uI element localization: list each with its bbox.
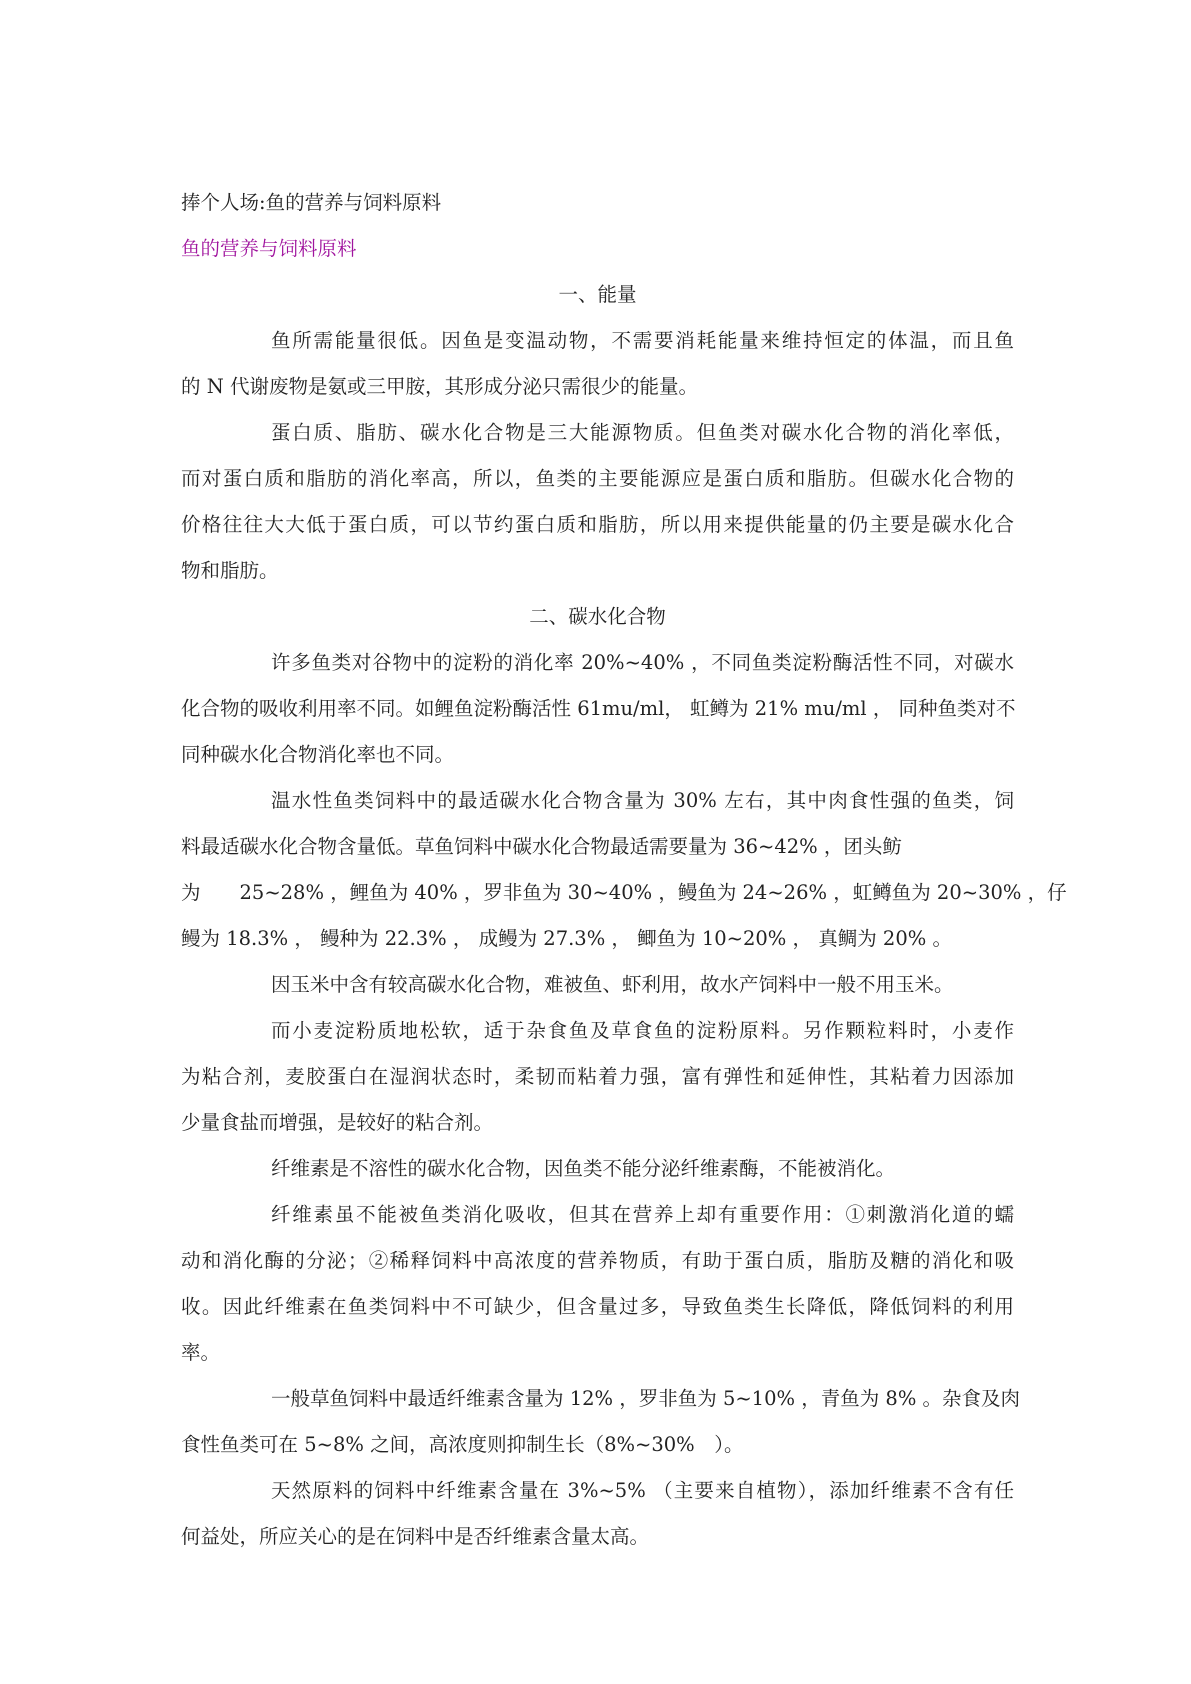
document-page <box>181 180 1067 1560</box>
paragraph-line: 为粘合剂，麦胶蛋白在湿润状态时，柔韧而粘着力强，富有弹性和延伸性，其粘着力因添加 <box>181 1065 1014 1088</box>
paragraph <box>181 1146 1014 1192</box>
section-heading: 二、碳水化合物 <box>529 605 666 628</box>
paragraph-line: 料最适碳水化合物含量低。草鱼饲料中碳水化合物最适需要量为 36~42% ，团头鲂 <box>181 835 902 858</box>
document-subtitle: 鱼的营养与饲料原料 <box>181 237 357 260</box>
paragraph <box>181 1192 1014 1376</box>
paragraph-line: 纤维素是不溶性的碳水化合物，因鱼类不能分泌纤维素酶，不能被消化。 <box>271 1157 896 1180</box>
paragraph-line: 同种碳水化合物消化率也不同。 <box>181 743 455 766</box>
paragraph <box>181 640 1014 778</box>
section-heading: 一、能量 <box>558 283 637 306</box>
paragraph <box>181 962 1014 1008</box>
paragraph-line: 动和消化酶的分泌；②稀释饲料中高浓度的营养物质，有助于蛋白质，脂肪及糖的消化和吸 <box>181 1249 1014 1272</box>
document-title: 捧个人场:鱼的营养与饲料原料 <box>181 191 442 214</box>
paragraph <box>181 1376 1021 1468</box>
paragraph-line: 化合物的吸收利用率不同。如鲤鱼淀粉酶活性 61mu/ml， 虹鳟为 21% mu/ml ， 同种鱼类对不 <box>181 697 1016 720</box>
section-carbohydrates <box>181 594 1067 1560</box>
paragraph-line: 何益处，所应关心的是在饲料中是否纤维素含量太高。 <box>181 1525 650 1548</box>
paragraph-line: 鱼所需能量很低。因鱼是变温动物，不需要消耗能量来维持恒定的体温，而且鱼 <box>271 329 1014 352</box>
paragraph-line: 食性鱼类可在 5~8% 之间，高浓度则抑制生长（8%~30% ）。 <box>181 1433 744 1456</box>
paragraph-line: 物和脂肪。 <box>181 559 279 582</box>
paragraph-line: 一般草鱼饲料中最适纤维素含量为 12% ，罗非鱼为 5~10% ，青鱼为 8% 。杂食及肉 <box>271 1387 1021 1410</box>
paragraph-line: 纤维素虽不能被鱼类消化吸收，但其在营养上却有重要作用：①刺激消化道的蠕 <box>271 1203 1014 1226</box>
paragraph-line: 因玉米中含有较高碳水化合物，难被鱼、虾利用，故水产饲料中一般不用玉米。 <box>271 973 954 996</box>
paragraph-line: 价格往往大大低于蛋白质，可以节约蛋白质和脂肪，所以用来提供能量的仍主要是碳水化合 <box>181 513 1014 536</box>
paragraph <box>181 1468 1014 1560</box>
paragraph-line: 而小麦淀粉质地松软，适于杂食鱼及草食鱼的淀粉原料。另作颗粒料时，小麦作 <box>271 1019 1014 1042</box>
paragraph-line: 蛋白质、脂肪、碳水化合物是三大能源物质。但鱼类对碳水化合物的消化率低， <box>271 421 1014 444</box>
paragraph <box>181 410 1014 594</box>
paragraph-line: 鳗为 18.3% ， 鳗种为 22.3% ， 成鳗为 27.3% ， 鲫鱼为 10~20% ， 真鲷为 20% 。 <box>181 927 952 950</box>
paragraph-line: 而对蛋白质和脂肪的消化率高，所以，鱼类的主要能源应是蛋白质和脂肪。但碳水化合物的 <box>181 467 1014 490</box>
paragraph <box>181 1008 1014 1146</box>
paragraph-line: 收。因此纤维素在鱼类饲料中不可缺少，但含量过多，导致鱼类生长降低，降低饲料的利用 <box>181 1295 1014 1318</box>
paragraph-line: 温水性鱼类饲料中的最适碳水化合物含量为 30% 左右，其中肉食性强的鱼类，饲 <box>271 789 1014 812</box>
paragraph-line: 许多鱼类对谷物中的淀粉的消化率 20%~40% ，不同鱼类淀粉酶活性不同，对碳水 <box>271 651 1014 674</box>
paragraph <box>181 778 1067 962</box>
paragraph-line: 为 25~28% ，鲤鱼为 40% ，罗非鱼为 30~40% ，鳗鱼为 24~26% ，虹鳟鱼为 20~30% ，仔 <box>181 881 1067 904</box>
paragraph-line: 少量食盐而增强，是较好的粘合剂。 <box>181 1111 494 1134</box>
paragraph-line: 天然原料的饲料中纤维素含量在 3%~5% （主要来自植物），添加纤维素不含有任 <box>271 1479 1014 1502</box>
section-energy <box>181 272 1014 594</box>
paragraph-line: 率。 <box>181 1341 221 1364</box>
paragraph-line: 的 N 代谢废物是氨或三甲胺，其形成分泌只需很少的能量。 <box>181 375 698 398</box>
paragraph <box>181 318 1014 410</box>
